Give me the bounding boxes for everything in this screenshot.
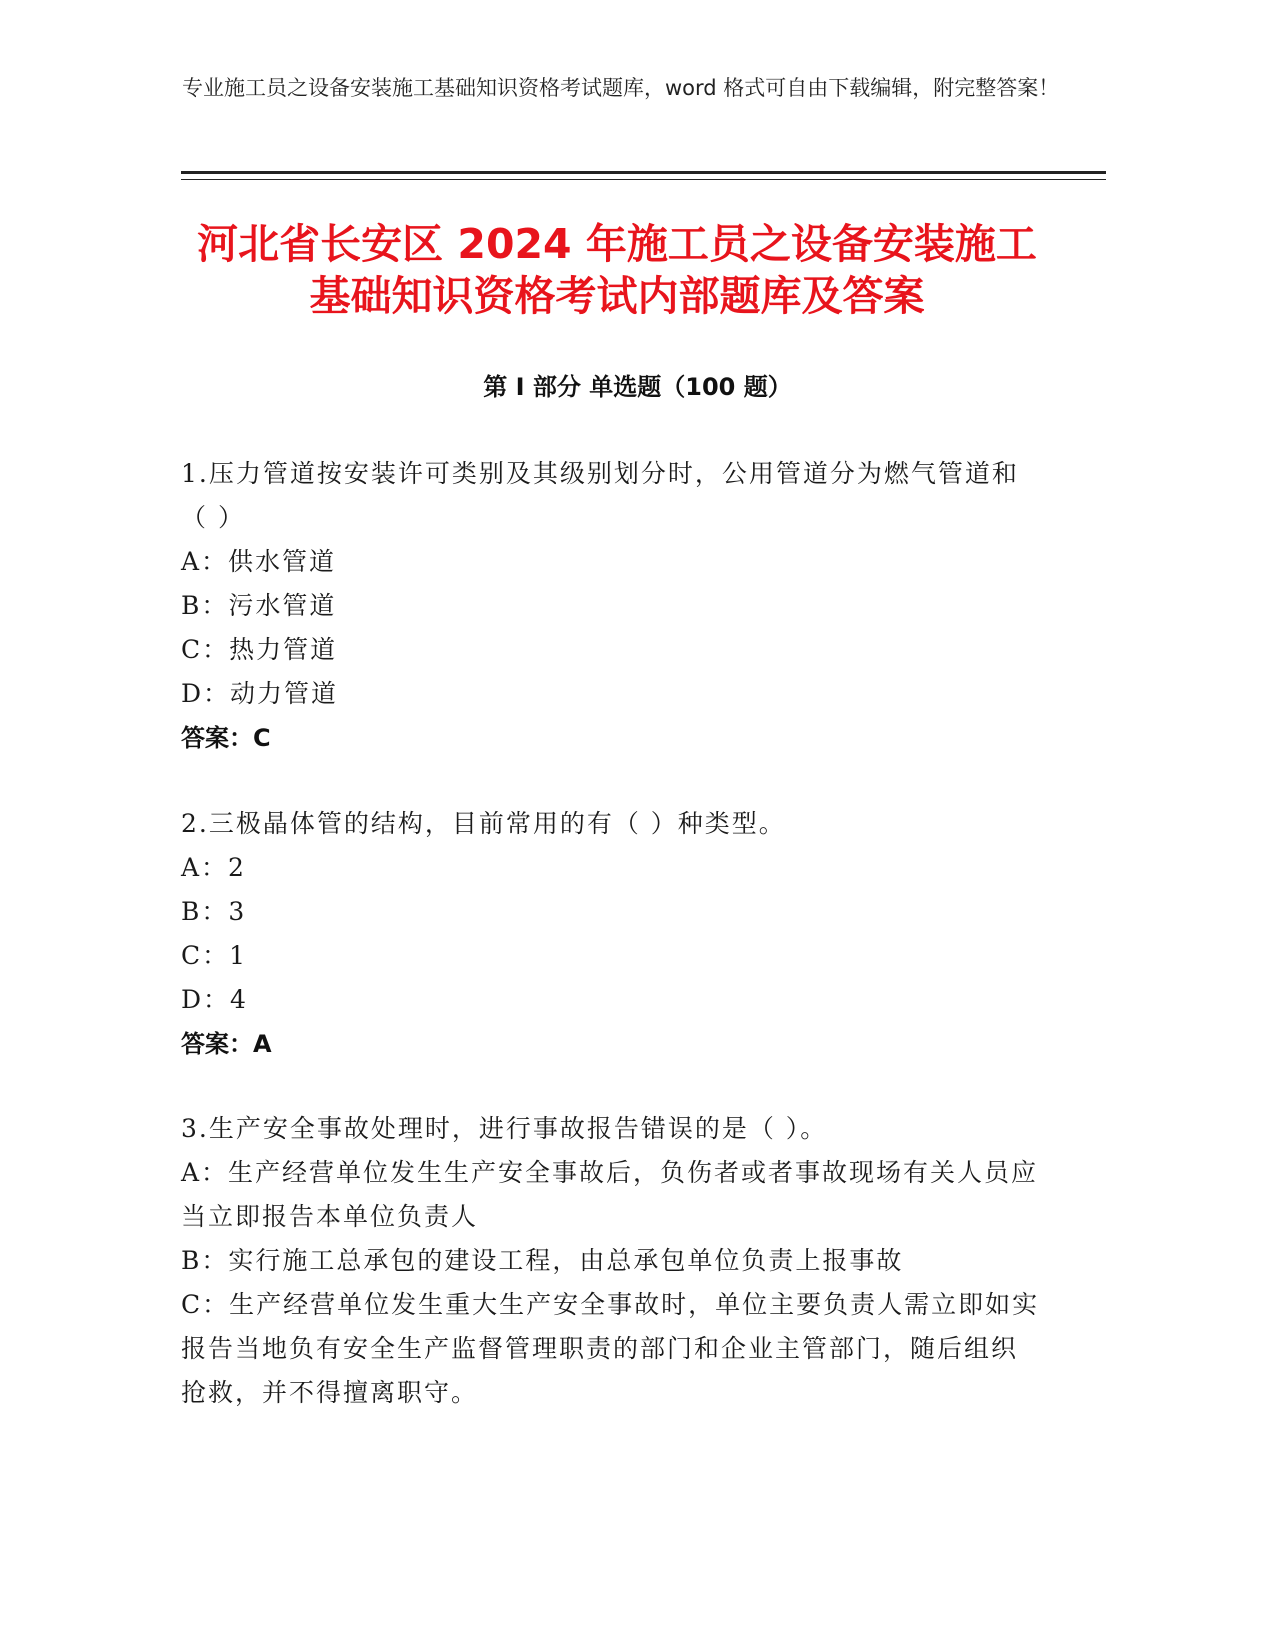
question-2-option-c: C：1 — [181, 941, 248, 970]
question-3-text: 3.生产安全事故处理时，进行事故报告错误的是（ ）。 — [181, 1114, 828, 1143]
question-2-option-a: A：2 — [181, 853, 246, 882]
question-1-answer: 答案：C — [181, 724, 271, 752]
question-1-option-d: D：动力管道 — [181, 679, 339, 708]
question-2-answer: 答案：A — [181, 1030, 272, 1058]
question-3-option-a: A：生产经营单位发生生产安全事故后，负伤者或者事故现场有关人员应当立即报告本单位负责人 — [181, 1158, 1039, 1231]
question-2-text: 2.三极晶体管的结构，目前常用的有（ ）种类型。 — [181, 809, 786, 838]
header-note: 专业施工员之设备安装施工基础知识资格考试题库，word 格式可自由下载编辑，附完整答案！ — [182, 76, 1060, 100]
header-rule-thick — [181, 171, 1106, 174]
question-1 — [181, 452, 1041, 760]
question-2 — [181, 802, 1041, 1066]
question-3-option-b: B：实行施工总承包的建设工程，由总承包单位负责上报事故 — [181, 1246, 904, 1275]
question-1-text: 1.压力管道按安装许可类别及其级别划分时，公用管道分为燃气管道和（ ） — [181, 459, 1019, 532]
header-rule-thin — [181, 179, 1106, 180]
section-title: 第 I 部分 单选题（100 题） — [483, 373, 792, 401]
question-1-option-a: A：供水管道 — [181, 547, 337, 576]
question-2-option-d: D：4 — [181, 985, 248, 1014]
question-1-option-c: C：热力管道 — [181, 635, 338, 664]
question-2-option-b: B：3 — [181, 897, 247, 926]
document-title: 河北省长安区 2024 年施工员之设备安装施工基础知识资格考试内部题库及答案 — [197, 220, 1037, 320]
question-3 — [181, 1107, 1041, 1415]
question-1-option-b: B：污水管道 — [181, 591, 337, 620]
question-3-option-c: C：生产经营单位发生重大生产安全事故时，单位主要负责人需立即如实报告当地负有安全生产监督管理职责的部门和企业主管部门，随后组织抢救，并不得擅离职守。 — [181, 1290, 1040, 1407]
